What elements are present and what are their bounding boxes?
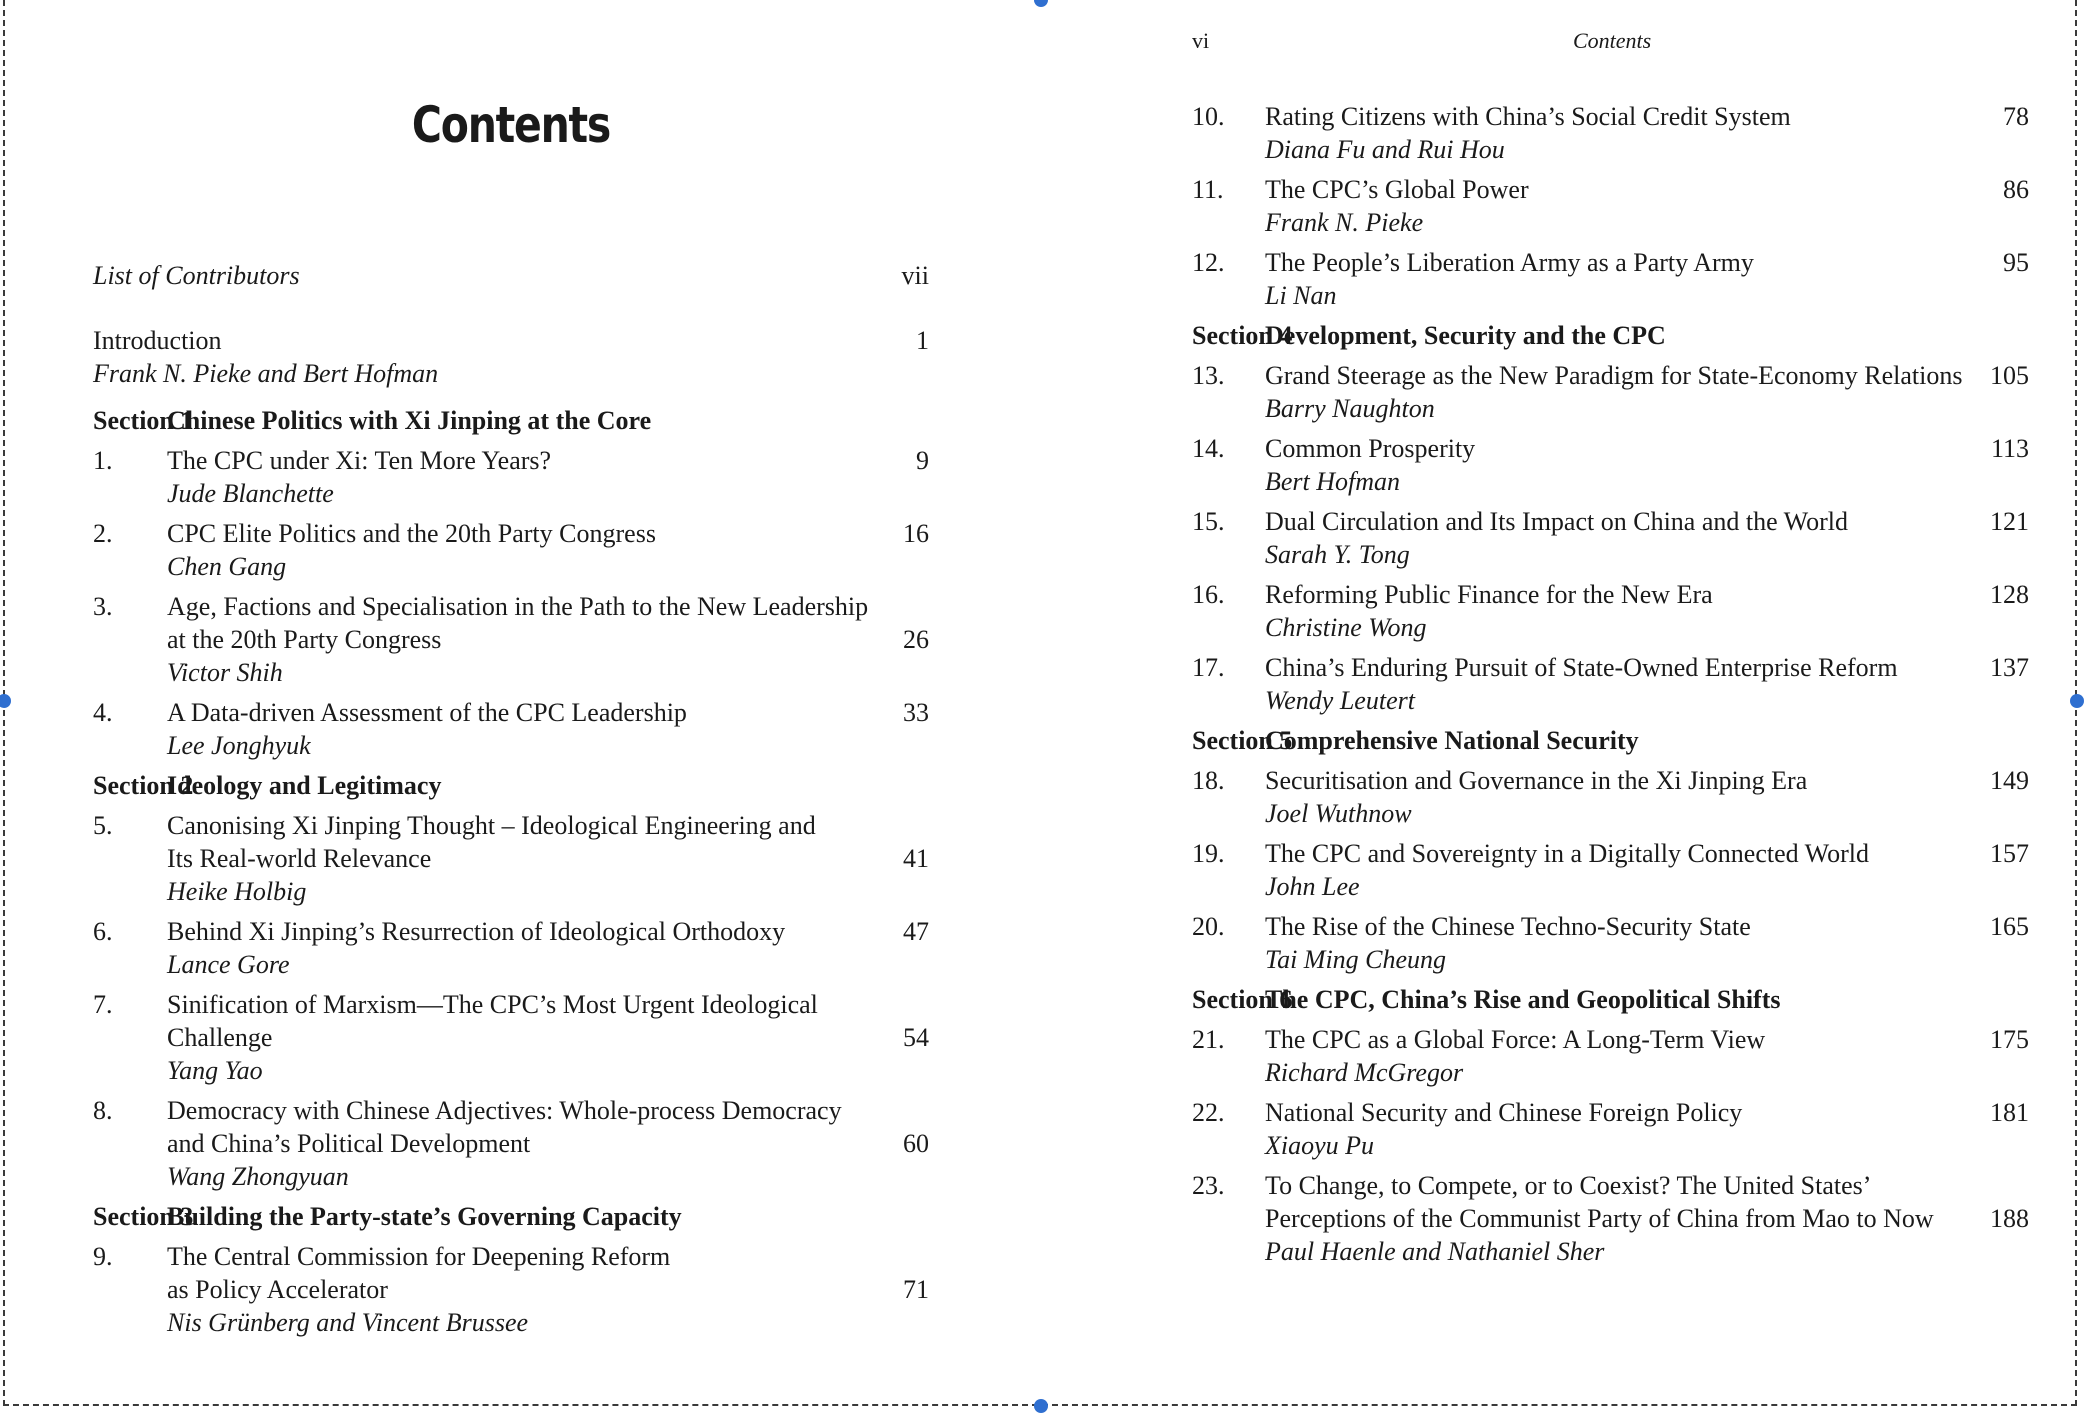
chapter-title-line: Rating Citizens with China’s Social Credit System: [1265, 102, 1791, 131]
chapter-author: Wendy Leutert: [1265, 686, 1415, 715]
section-label: Section 6: [1192, 985, 1293, 1014]
chapter-page: 9: [916, 446, 929, 475]
chapter-title-line: The Central Commission for Deepening Reform: [167, 1242, 671, 1271]
chapter-page: 26: [903, 625, 929, 654]
chapter-title-line: Democracy with Chinese Adjectives: Whole-process Democracy: [167, 1096, 842, 1125]
chapter-title-line: Its Real-world Relevance: [167, 844, 432, 873]
chapter-page: 78: [2003, 102, 2029, 131]
chapter-title-line: The CPC’s Global Power: [1265, 175, 1529, 204]
chapter-number: 6.: [93, 917, 113, 946]
chapter-title-line: as Policy Accelerator: [167, 1275, 388, 1304]
chapter-page: 16: [903, 519, 929, 548]
chapter-author: Jude Blanchette: [167, 479, 334, 508]
section-title: The CPC, China’s Rise and Geopolitical Shifts: [1265, 985, 1781, 1014]
entry-page: vii: [901, 261, 929, 290]
section-label: Section 1: [93, 406, 194, 435]
toc-entry: [93, 1094, 929, 1193]
chapter-author: Yang Yao: [167, 1056, 263, 1085]
chapter-title-line: China’s Enduring Pursuit of State-Owned Enterprise Reform: [1265, 653, 1898, 682]
chapter-page: 175: [1990, 1025, 2029, 1054]
chapter-number: 7.: [93, 990, 113, 1019]
chapter-page: 105: [1990, 361, 2029, 390]
chapter-title-line: National Security and Chinese Foreign Policy: [1265, 1098, 1743, 1127]
entry-author: Frank N. Pieke and Bert Hofman: [93, 359, 439, 388]
chapter-page: 71: [903, 1275, 929, 1304]
chapter-number: 9.: [93, 1242, 113, 1271]
chapter-title-line: Common Prosperity: [1265, 434, 1476, 463]
entry-page: 1: [916, 326, 929, 355]
section-heading: [1192, 319, 2029, 352]
entry-title: Introduction: [93, 326, 222, 355]
section-label: Section 4: [1192, 321, 1293, 350]
section-label: Section 3: [93, 1202, 194, 1231]
chapter-title-line: A Data-driven Assessment of the CPC Leadership: [167, 698, 687, 727]
toc-entry: [93, 444, 929, 510]
chapter-number: 15.: [1192, 507, 1225, 536]
chapter-author: Joel Wuthnow: [1265, 799, 1412, 828]
chapter-author: Christine Wong: [1265, 613, 1427, 642]
chapter-title-line: The People’s Liberation Army as a Party Army: [1265, 248, 1754, 277]
chapter-number: 16.: [1192, 580, 1225, 609]
toc-entry: [1192, 432, 2029, 498]
chapter-page: 149: [1990, 766, 2029, 795]
toc-entry: [1192, 246, 2029, 312]
toc-entry-introduction: [93, 324, 929, 390]
section-label: Section 2: [93, 771, 194, 800]
toc-entry: [1192, 1169, 2029, 1268]
toc-entry: [1192, 910, 2029, 976]
toc-entry-contributors: [93, 259, 929, 292]
running-head-title: Contents: [1573, 28, 1652, 53]
toc-entry: [1192, 1023, 2029, 1089]
chapter-number: 23.: [1192, 1171, 1225, 1200]
chapter-author: Bert Hofman: [1265, 467, 1401, 496]
chapter-number: 2.: [93, 519, 113, 548]
page-title: Contents: [411, 96, 611, 154]
chapter-page: 128: [1990, 580, 2029, 609]
chapter-author: Richard McGregor: [1265, 1058, 1464, 1087]
chapter-page: 33: [903, 698, 929, 727]
chapter-author: Barry Naughton: [1265, 394, 1435, 423]
chapter-number: 1.: [93, 446, 113, 475]
chapter-title-line: at the 20th Party Congress: [167, 625, 442, 654]
chapter-page: 86: [2003, 175, 2029, 204]
chapter-title-line: Challenge: [167, 1023, 273, 1052]
chapter-number: 17.: [1192, 653, 1225, 682]
chapter-number: 12.: [1192, 248, 1225, 277]
chapter-title-line: The CPC and Sovereignty in a Digitally Connected World: [1265, 839, 1870, 868]
chapter-author: Victor Shih: [167, 658, 283, 687]
chapter-author: Paul Haenle and Nathaniel Sher: [1265, 1237, 1605, 1266]
chapter-page: 157: [1990, 839, 2029, 868]
chapter-author: Sarah Y. Tong: [1265, 540, 1410, 569]
chapter-title-line: Sinification of Marxism—The CPC’s Most Urgent Ideological: [167, 990, 818, 1019]
chapter-page: 121: [1990, 507, 2029, 536]
chapter-number: 22.: [1192, 1098, 1225, 1127]
chapter-title-line: To Change, to Compete, or to Coexist? The United States’: [1265, 1171, 1872, 1200]
resize-handle-bottom[interactable]: [1034, 1399, 1048, 1413]
running-head-page-number: vi: [1192, 28, 1210, 53]
chapter-number: 20.: [1192, 912, 1225, 941]
chapter-page: 137: [1990, 653, 2029, 682]
chapter-author: Lee Jonghyuk: [167, 731, 311, 760]
chapter-title-line: Perceptions of the Communist Party of China from Mao to Now: [1265, 1204, 1934, 1233]
toc-entry: [1192, 100, 2029, 166]
chapter-title-line: The CPC under Xi: Ten More Years?: [167, 446, 552, 475]
chapter-number: 5.: [93, 811, 113, 840]
section-title: Ideology and Legitimacy: [167, 771, 442, 800]
section-heading: [93, 1200, 929, 1233]
chapter-title-line: Age, Factions and Specialisation in the Path to the New Leadership: [167, 592, 869, 621]
section-title: Comprehensive National Security: [1265, 726, 1639, 755]
chapter-title-line: Securitisation and Governance in the Xi Jinping Era: [1265, 766, 1808, 795]
chapter-page: 47: [903, 917, 929, 946]
chapter-page: 54: [903, 1023, 929, 1052]
chapter-page: 41: [903, 844, 929, 873]
chapter-author: Chen Gang: [167, 552, 287, 581]
toc-entry: [1192, 359, 2029, 425]
section-label: Section 5: [1192, 726, 1293, 755]
chapter-title-line: Behind Xi Jinping’s Resurrection of Ideological Orthodoxy: [167, 917, 786, 946]
chapter-author: John Lee: [1265, 872, 1360, 901]
chapter-title-line: CPC Elite Politics and the 20th Party Congress: [167, 519, 656, 548]
chapter-author: Heike Holbig: [167, 877, 307, 906]
toc-entry: [93, 590, 929, 689]
chapter-title-line: The CPC as a Global Force: A Long-Term View: [1265, 1025, 1766, 1054]
chapter-number: 10.: [1192, 102, 1225, 131]
section-title: Building the Party-state’s Governing Capacity: [167, 1202, 682, 1231]
chapter-page: 95: [2003, 248, 2029, 277]
chapter-author: Wang Zhongyuan: [167, 1162, 349, 1191]
chapter-number: 14.: [1192, 434, 1225, 463]
chapter-number: 3.: [93, 592, 113, 621]
section-heading: [1192, 983, 2029, 1016]
chapter-author: Frank N. Pieke: [1265, 208, 1424, 237]
toc-entry: [93, 915, 929, 981]
chapter-number: 11.: [1192, 175, 1224, 204]
chapter-number: 4.: [93, 698, 113, 727]
toc-entry: [1192, 651, 2029, 717]
section-heading: [93, 769, 929, 802]
section-title: Development, Security and the CPC: [1265, 321, 1666, 350]
entry-title: List of Contributors: [93, 261, 300, 290]
chapter-author: Lance Gore: [167, 950, 290, 979]
chapter-number: 19.: [1192, 839, 1225, 868]
chapter-number: 18.: [1192, 766, 1225, 795]
chapter-title-line: Canonising Xi Jinping Thought – Ideological Engineering and: [167, 811, 816, 840]
toc-entry: [93, 696, 929, 762]
section-heading: [1192, 724, 2029, 757]
chapter-title-line: Dual Circulation and Its Impact on China and the World: [1265, 507, 1849, 536]
section-title: Chinese Politics with Xi Jinping at the Core: [167, 406, 652, 435]
chapter-number: 8.: [93, 1096, 113, 1125]
chapter-page: 165: [1990, 912, 2029, 941]
chapter-page: 113: [1990, 434, 2029, 463]
toc-entry: [1192, 173, 2029, 239]
chapter-title-line: The Rise of the Chinese Techno-Security State: [1265, 912, 1751, 941]
section-heading: [93, 404, 929, 437]
toc-entry: [93, 517, 929, 583]
chapter-page: 181: [1990, 1098, 2029, 1127]
chapter-page: 60: [903, 1129, 929, 1158]
resize-handle-right[interactable]: [2070, 694, 2084, 708]
chapter-title-line: and China’s Political Development: [167, 1129, 531, 1158]
chapter-number: 21.: [1192, 1025, 1225, 1054]
toc-entry: [1192, 578, 2029, 644]
chapter-author: Diana Fu and Rui Hou: [1265, 135, 1505, 164]
toc-entry: [93, 809, 929, 908]
toc-entry: [1192, 505, 2029, 571]
toc-entry: [93, 1240, 929, 1339]
toc-entry: [1192, 764, 2029, 830]
chapter-author: Xiaoyu Pu: [1265, 1131, 1375, 1160]
chapter-author: Tai Ming Cheung: [1265, 945, 1447, 974]
chapter-page: 188: [1990, 1204, 2029, 1233]
chapter-author: Nis Grünberg and Vincent Brussee: [167, 1308, 529, 1337]
toc-entry: [1192, 837, 2029, 903]
chapter-author: Li Nan: [1265, 281, 1337, 310]
chapter-number: 13.: [1192, 361, 1225, 390]
chapter-title-line: Grand Steerage as the New Paradigm for State-Economy Relations: [1265, 361, 1963, 390]
chapter-title-line: Reforming Public Finance for the New Era: [1265, 580, 1713, 609]
toc-entry: [93, 988, 929, 1087]
toc-entry: [1192, 1096, 2029, 1162]
